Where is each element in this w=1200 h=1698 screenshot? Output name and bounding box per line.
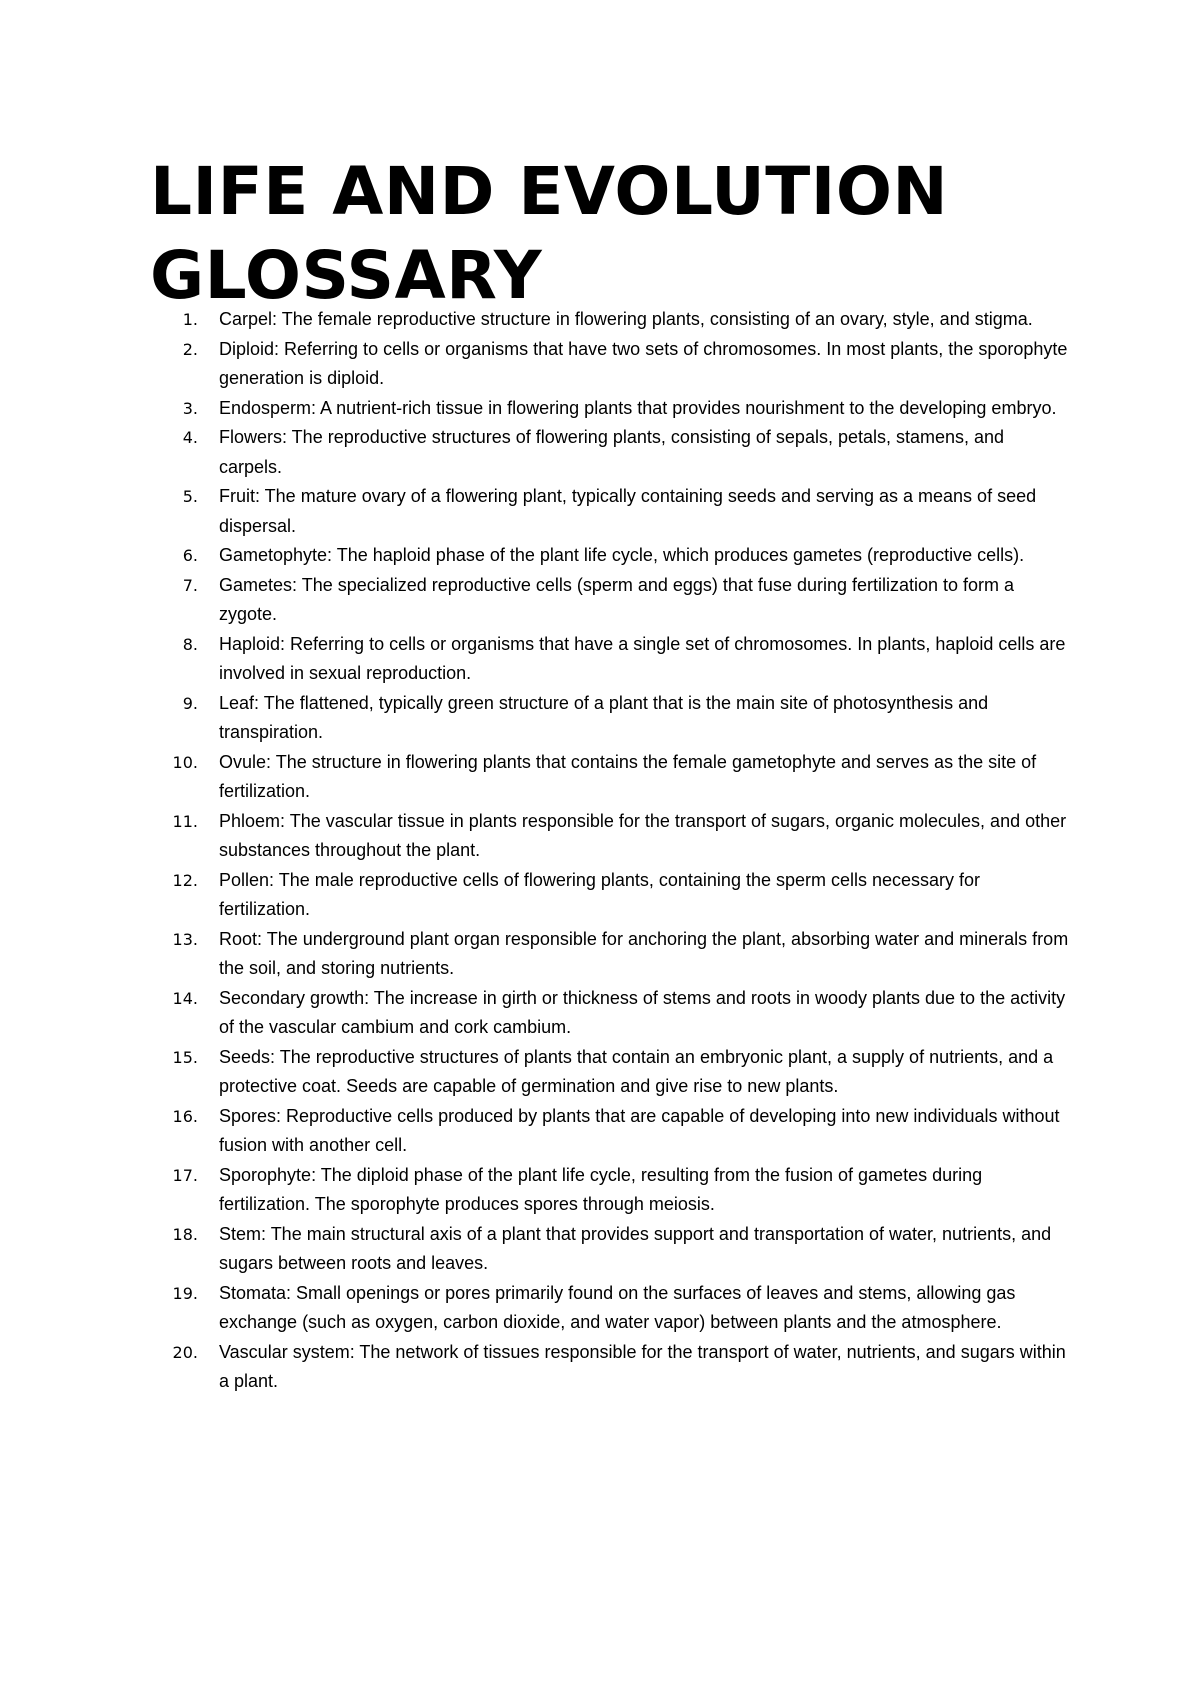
glossary-list	[150, 305, 1070, 1397]
glossary-entry	[150, 689, 1070, 748]
entry-text: Stomata: Small openings or pores primarily found on the surfaces of leaves and stems, allowing gas exchange (such as oxygen, carbon dioxide, and water vapor) between plants and the atmosphere.	[219, 1282, 1016, 1332]
entry-text: Stem: The main structural axis of a plant that provides support and transportation of water, nutrients, and sugars between roots and leaves.	[219, 1223, 1052, 1273]
glossary-entry	[150, 1220, 1070, 1279]
entry-number: 15.	[172, 1047, 198, 1067]
glossary-entry	[150, 335, 1070, 394]
glossary-entry	[150, 1161, 1070, 1220]
glossary-entry	[150, 866, 1070, 925]
glossary-entry	[150, 630, 1070, 689]
entry-number: 20.	[172, 1342, 198, 1362]
entry-number: 11.	[172, 811, 198, 831]
entry-number: 6.	[182, 546, 198, 565]
entry-text: Carpel: The female reproductive structure in flowering plants, consisting of an ovary, style, and stigma.	[219, 309, 1033, 329]
entry-number: 18.	[172, 1224, 198, 1244]
entry-number: 13.	[172, 929, 198, 949]
entry-text: Secondary growth: The increase in girth or thickness of stems and roots in woody plants due to the activity of the vascular cambium and cork cambium.	[219, 987, 1066, 1037]
glossary-entry	[150, 1279, 1070, 1338]
entry-text: Spores: Reproductive cells produced by plants that are capable of developing into new individuals without fusion with another cell.	[219, 1105, 1060, 1155]
entry-number: 14.	[172, 988, 198, 1008]
title-line-2: GLOSSARY	[150, 237, 543, 314]
glossary-entry	[150, 541, 1070, 571]
entry-text: Gametes: The specialized reproductive cells (sperm and eggs) that fuse during fertilization to form a zygote.	[219, 574, 1015, 624]
entry-number: 4.	[182, 428, 198, 447]
entry-text: Leaf: The flattened, typically green structure of a plant that is the main site of photosynthesis and transpiration.	[219, 692, 989, 742]
glossary-entry	[150, 394, 1070, 424]
glossary-entry	[150, 423, 1070, 482]
entry-text: Pollen: The male reproductive cells of flowering plants, containing the sperm cells necessary for fertilization.	[219, 869, 981, 919]
entry-text: Fruit: The mature ovary of a flowering plant, typically containing seeds and serving as a means of seed dispersal.	[219, 486, 1037, 536]
glossary-entry	[150, 807, 1070, 866]
entry-number: 1.	[182, 310, 198, 329]
page-title	[150, 150, 1110, 318]
entry-number: 10.	[172, 752, 198, 772]
entry-text: Endosperm: A nutrient-rich tissue in flowering plants that provides nourishment to the developing embryo.	[219, 397, 1057, 418]
glossary-entry	[150, 1043, 1070, 1102]
title-line-1: LIFE AND EVOLUTION	[150, 153, 949, 230]
entry-number: 3.	[182, 398, 198, 418]
entry-number: 19.	[172, 1283, 198, 1303]
entry-text: Haploid: Referring to cells or organisms that have a single set of chromosomes. In plants, haploid cells are involved in sexual reproduction.	[219, 633, 1066, 683]
glossary-entry	[150, 925, 1070, 984]
entry-text: Sporophyte: The diploid phase of the plant life cycle, resulting from the fusion of gametes during fertilization. The sporophyte produces spores through meiosis.	[219, 1164, 983, 1214]
entry-text: Root: The underground plant organ responsible for anchoring the plant, absorbing water and minerals from the soil, and storing nutrients.	[219, 928, 1069, 978]
glossary-entry	[150, 571, 1070, 630]
entry-text: Vascular system: The network of tissues responsible for the transport of water, nutrients, and sugars within a plant.	[219, 1341, 1066, 1391]
glossary-entry	[150, 748, 1070, 807]
entry-text: Flowers: The reproductive structures of flowering plants, consisting of sepals, petals, stamens, and carpels.	[219, 427, 1005, 477]
entry-number: 9.	[182, 693, 198, 713]
entry-number: 5.	[182, 487, 198, 506]
entry-number: 8.	[182, 634, 198, 654]
entry-number: 2.	[182, 339, 198, 359]
glossary-entry	[150, 305, 1070, 335]
entry-text: Seeds: The reproductive structures of plants that contain an embryonic plant, a supply of nutrients, and a protective coat. Seeds are capable of germination and give rise to new plants.	[219, 1046, 1054, 1096]
entry-number: 7.	[182, 575, 198, 595]
entry-number: 17.	[172, 1165, 198, 1185]
entry-number: 12.	[172, 870, 198, 890]
glossary-entry	[150, 984, 1070, 1043]
glossary-entry	[150, 482, 1070, 541]
entry-text: Diploid: Referring to cells or organisms that have two sets of chromosomes. In most plants, the sporophyte generation is diploid.	[219, 338, 1068, 388]
glossary-entry	[150, 1338, 1070, 1397]
entry-number: 16.	[172, 1106, 198, 1126]
glossary-entry	[150, 1102, 1070, 1161]
entry-text: Phloem: The vascular tissue in plants responsible for the transport of sugars, organic molecules, and other substances throughout the plant.	[219, 810, 1067, 860]
entry-text: Ovule: The structure in flowering plants that contains the female gametophyte and serves as the site of fertilization.	[219, 751, 1037, 801]
entry-text: Gametophyte: The haploid phase of the plant life cycle, which produces gametes (reproductive cells).	[219, 545, 1025, 565]
